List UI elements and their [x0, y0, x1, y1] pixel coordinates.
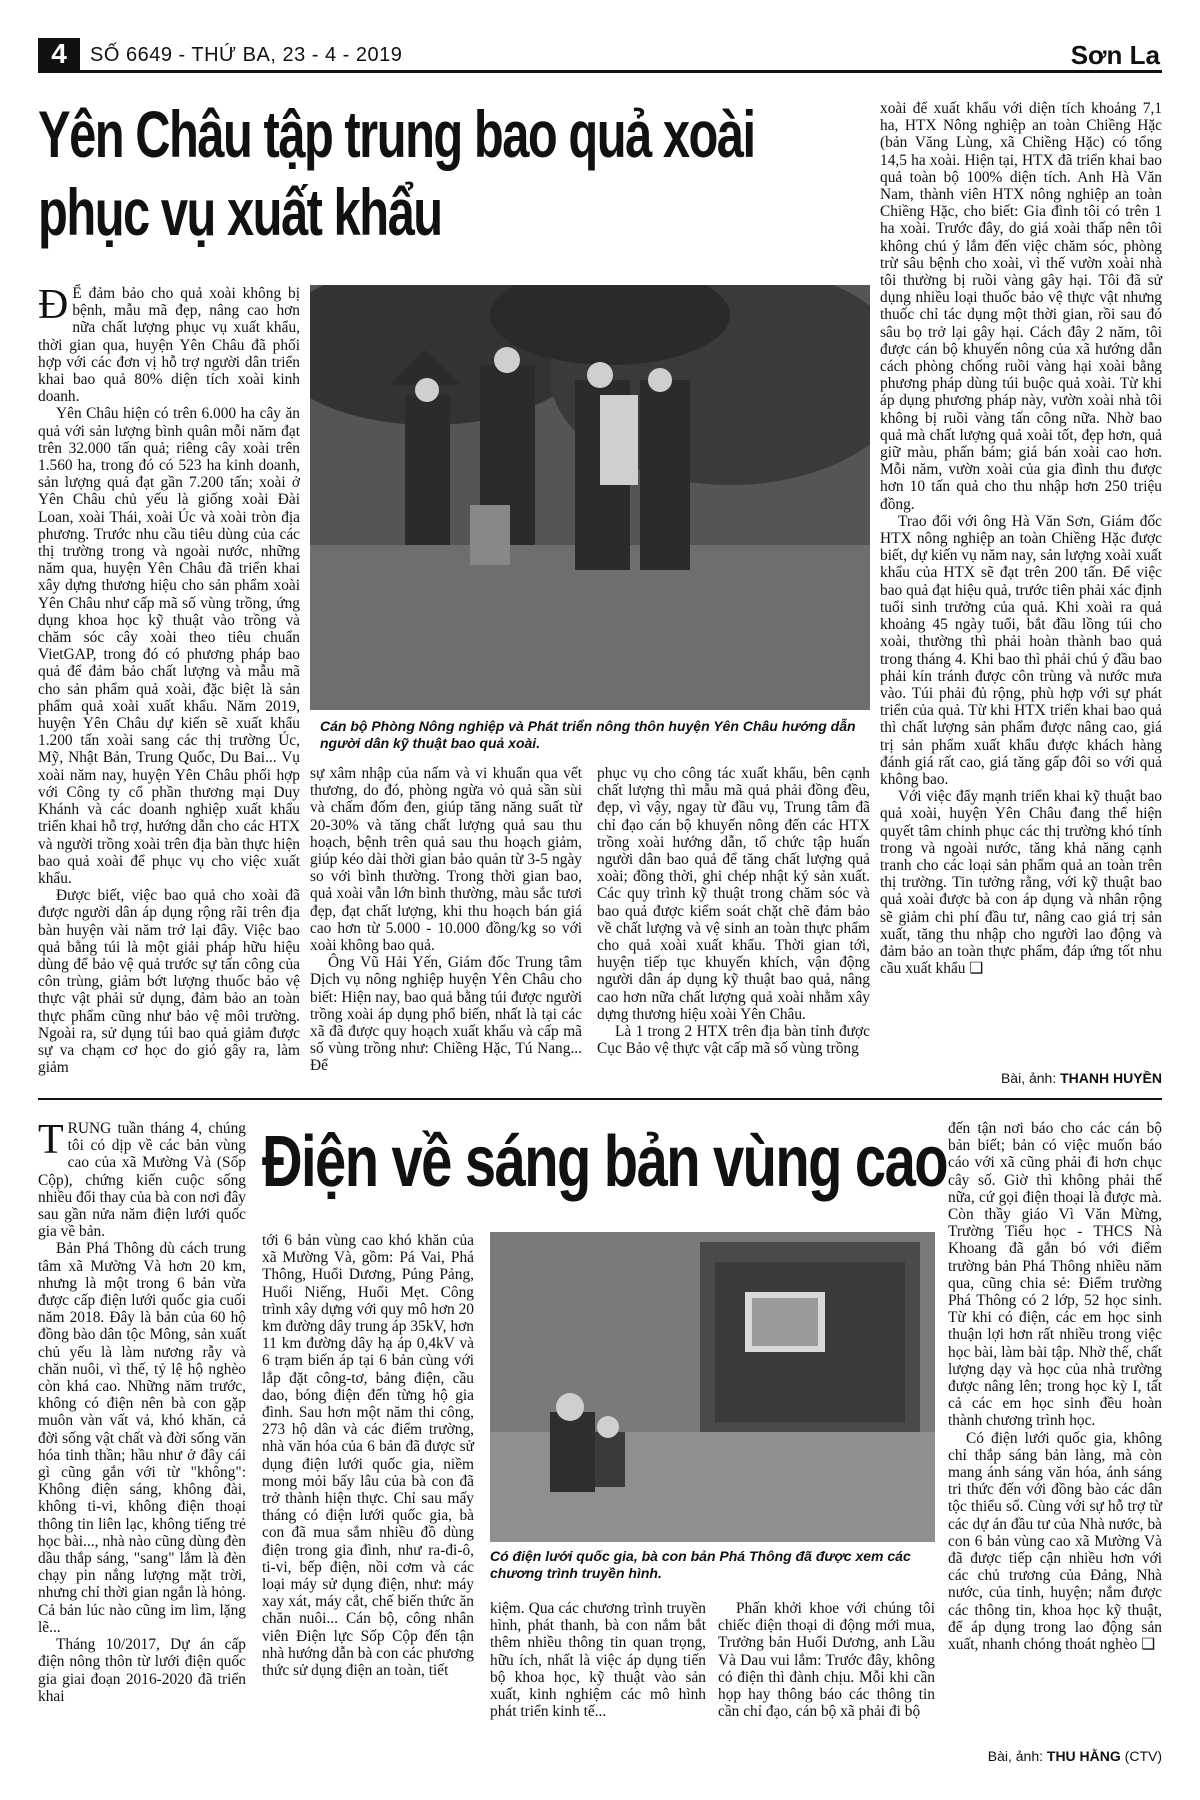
article2-column-3 — [490, 1600, 706, 1720]
article1-dropcap: Đ — [38, 282, 69, 328]
article1-paragraph: xoài để xuất khẩu với diện tích khoảng 7,1 ha, HTX Nông nghiệp an toàn Chiềng Hặc (bản Văng Lùng, xã Chiềng Hặc) có tổng 14,5 ha xoài. Hiện tại, HTX đã triển khai bao quả toàn bộ 100% diện tích. Anh Hà Văn Nam, thành viên HTX nông nghiệp an toàn Chiềng Hặc, cho biết: Gia đình tôi có trên 1 ha xoài. Trước đây, do giá xoài thấp nên tôi không chú ý lắm đến việc chăm sóc, phòng trừ sâu bệnh cho xoài, vì thế vườn xoài nhà tôi thường bị ruồi vàng gây hại. Tôi đã sử dụng nhiều loại thuốc bảo vệ thực vật nhưng thuốc chỉ tác dụng một thời gian, rồi sau đó sâu bọ trở lại gây hại. Cách đây 2 năm, tôi được cán bộ khuyến nông của xã hướng dẫn cách phòng chống ruồi vàng hại xoài bằng phương pháp dùng túi buộc quả xoài. Từ khi áp dụng phương pháp này, vườn xoài nhà tôi không bị ruồi vàng tấn công nữa. Nhờ bao quả mà chất lượng quả xoài tốt, đẹp hơn, quả giữ màu, phấn bám; giá bán xoài cao hơn. Mỗi năm, vườn xoài của gia đình thu được hơn 10 tấn quả cho thu nhập hơn 250 triệu đồng. — [880, 100, 1162, 513]
article1-title-line2: phục vụ xuất khẩu — [38, 175, 442, 249]
byline-author: THU HẰNG — [1046, 1748, 1121, 1764]
article1-title-line1: Yên Châu tập trung bao quả xoài — [38, 97, 755, 171]
article2-byline — [948, 1748, 1162, 1764]
article2-column-3b — [718, 1600, 935, 1720]
article2-paragraph: đến tận nơi báo cho các cán bộ bản biết; bản có việc muốn báo cáo với xã cũng phải đi hơn chục cây số. Giờ thì không phải thế nữa, cứ gọi điện thoại là được mà. Còn thầy giáo Vì Văn Mừng, Trường Tiểu học - THCS Nà Khoang đã gắn bó với điểm trường bản Phá Thông nhiều năm qua, cũng chia sẻ: Điểm trường Phá Thông có 2 lớp, 52 học sinh. Từ khi có điện, các em học sinh thuận lợi hơn rất nhiều trong việc học bài, làm bài tập. Nhờ thế, chất lượng dạy và học của nhà trường được nâng lên; trong học kỳ I, tất cả các em học sinh đều hoàn thành chương trình học. — [948, 1120, 1162, 1430]
section-name: Sơn La — [1070, 40, 1160, 70]
article2-title: Điện về sáng bản vùng cao — [262, 1122, 948, 1202]
article1-column-1 — [38, 282, 300, 1077]
article2-paragraph: Có điện lưới quốc gia, không chỉ thắp sáng bản làng, mà còn mang ánh sáng văn hóa, ánh sáng tri thức đến với đồng bào các dân tộc thiểu số. Cùng với sự hỗ trợ từ các dự án đầu tư của Nhà nước, bà con 6 bản vùng cao xã Mường Và đã được tiếp cận nhiều hơn với các chủ trương của Đảng, Nhà nước, của tỉnh, huyện; nắm được các thông tin, khoa học kỹ thuật, để áp dụng trong lao động sản xuất, nhanh chóng thoát nghèo ❑ — [948, 1429, 1162, 1654]
article2-dropcap: T — [38, 1117, 64, 1163]
article2-paragraph: Phấn khởi khoe với chúng tôi chiếc điện thoại di động mới mua, Trưởng bản Huổi Dương, anh Lầu Và Dau vui lắm: Trước đây, không có điện thì đành chịu. Mỗi khi cần họp hay thông báo các thông tin cần chỉ đạo, cán bộ xã phải đi bộ — [718, 1600, 935, 1721]
article2-column-4 — [948, 1120, 1162, 1653]
article1-byline — [880, 1070, 1162, 1086]
article1-paragraph: Được biết, việc bao quả cho xoài đã được người dân áp dụng rộng rãi trên địa bàn huyện vài năm trở lại đây. Việc bao quả bằng túi là một giải pháp hữu hiệu dùng để bảo vệ quả trước sự tấn công của côn trùng, giảm bớt lượng thuốc bảo vệ thực vật phải sử dụng, đảm bảo an toàn thực phẩm cũng như bảo vệ môi trường. Ngoài ra, sử dụng túi bao quả giảm được sự va chạm cơ học do gió gây ra, làm giảm — [38, 887, 300, 1077]
byline-author: THANH HUYỀN — [1060, 1070, 1162, 1086]
mango-bagging-photo — [310, 285, 870, 710]
article1-paragraph: Với việc đẩy mạnh triển khai kỹ thuật bao quả xoài, huyện Yên Châu đang thể hiện quyết tâm chinh phục các thị trường khó tính trong và ngoài nước, tăng khả năng cạnh tranh cho các loại sản phẩm quả an toàn trên thị trường. Tin tưởng rằng, với kỹ thuật bao quả xoài được bà con áp dụng và nhân rộng sẽ giảm chi phí đầu tư, nâng cao giá trị sản xuất, tăng thu nhập cho người lao động và đảm bảo an toàn thực phẩm, đáp ứng tốt nhu cầu xuất khẩu ❑ — [880, 788, 1162, 978]
article2-paragraph: RUNG tuần tháng 4, chúng tôi có dịp về các bản vùng cao của xã Mường Và (Sốp Cộp), chứng kiến cuộc sống nhiều đổi thay của bà con nơi đây sau gần nửa năm điện lưới quốc gia về bản. — [38, 1120, 246, 1241]
article1-paragraph: Là 1 trong 2 HTX trên địa bàn tỉnh được Cục Bảo vệ thực vật cấp mã số vùng trồng — [597, 1023, 870, 1058]
article2-paragraph: Tháng 10/2017, Dự án cấp điện nông thôn từ lưới điện quốc gia giai đoạn 2016-2020 đã triển khai — [38, 1636, 246, 1705]
article1-column-3 — [597, 765, 870, 1057]
article2-paragraph: Bản Phá Thông dù cách trung tâm xã Mường Và hơn 20 km, nhưng là một trong 6 bản vừa được cấp điện lưới quốc gia cuối năm 2018. Đây là bản của 60 hộ đồng bào dân tộc Mông, sản xuất chủ yếu là làm nương rẫy và chăn nuôi, vì thế, tỷ lệ hộ nghèo còn khá cao. Những năm trước, không có điện nên bà con gặp muôn vàn vất vả, khó khăn, cả đời sống vật chất và đời sống văn hóa tinh thần; hầu như ở đây cái gì cũng gắn với từ "không": Không điện sáng, không đài, không ti-vi, không điện thoại thông tin liên lạc, không tiếng trẻ học bài..., nhà nào cũng dùng đèn dầu thắp sáng, "sang" lắm là đèn chạy pin nắng lượng mặt trời, nhưng chỉ thời gian ngắn là hỏng. Cả bản lúc nào cũng im lìm, lặng lẽ... — [38, 1240, 246, 1636]
article2-column-2 — [262, 1232, 474, 1679]
article2-paragraph: kiệm. Qua các chương trình truyền hình, phát thanh, bà con nắm bắt thêm nhiều thông tin quan trọng, hữu ích, nhất là việc áp dụng tiến bộ khoa học, kỹ thuật vào sản xuất, kinh nghiệm các mô hình phát triển kinh tế... — [490, 1600, 706, 1721]
article2-column-1 — [38, 1117, 246, 1705]
article1-paragraph: Ông Vũ Hải Yến, Giám đốc Trung tâm Dịch vụ nông nghiệp huyện Yên Châu cho biết: Hiện nay, bao quả bằng túi được người trồng xoài áp dụng phổ biến, nhất là tại các xã đã được quy hoạch xuất khẩu và cấp mã số vùng trồng như: Chiềng Hặc, Tú Nang... Để — [310, 954, 582, 1075]
article-divider — [38, 1098, 1162, 1100]
article1-photo-caption: Cán bộ Phòng Nông nghiệp và Phát triển nông thôn huyện Yên Châu hướng dẫn người dân kỹ thuật bao quả xoài. — [320, 718, 856, 751]
family-watching-tv-photo — [490, 1232, 935, 1542]
article2-photo-caption: Có điện lưới quốc gia, bà con bản Phá Thông đã được xem các chương trình truyền hình. — [490, 1548, 911, 1581]
byline-prefix: Bài, ảnh: — [987, 1748, 1043, 1764]
issue-date: SỐ 6649 - THỨ BA, 23 - 4 - 2019 — [90, 44, 403, 66]
article1-paragraph: sự xâm nhập của nấm và vi khuẩn qua vết thương, do đó, phòng ngừa vỏ quả sần sùi và chấm đốm đen, giúp tăng năng suất từ 20-30% và tăng chất lượng quả sau thu hoạch, bệnh trên quả sau thu hoạch giảm, giúp kéo dài thời gian bảo quản từ 3-5 ngày so với bình thường. Trong thời gian bao, quả xoài vẫn lớn bình thường, màu sắc tươi đẹp, đạt chất lượng, khi thu hoạch bán giá cao hơn từ 5.000 - 10.000 đồng/kg so với xoài không bao quả. — [310, 765, 582, 955]
article1-paragraph: Trao đổi với ông Hà Văn Sơn, Giám đốc HTX nông nghiệp an toàn Chiềng Hặc được biết, dự kiến vụ năm nay, sản lượng xoài xuất khẩu của HTX sẽ đạt trên 200 tấn. Để việc bao quả đạt hiệu quả, trước tiên phải xác định tuổi sinh trưởng của quả. Khi xoài ra quả khoảng 45 ngày tuổi, bắt đầu lồng túi cho xoài, thường thì phải hoàn thành bao quả trong tháng 4. Khi bao thì phải chú ý đầu bao phải kín tránh được côn trùng và nước mưa vào. Túi phải đủ rộng, phù hợp với sự phát triển của quả. Từ khi HTX triển khai bao quả thì chất lượng sản phẩm được nâng cao, giá trị sản phẩm xuất khẩu được khách hàng đánh giá rất cao, giá tăng gấp đôi so với quả không bao. — [880, 512, 1162, 788]
byline-prefix: Bài, ảnh: — [1000, 1070, 1057, 1086]
article2-paragraph: tới 6 bản vùng cao khó khăn của xã Mường Và, gồm: Pá Vai, Phá Thông, Huổi Dương, Púng Pảng, Huổi Niếng, Huổi Mẹt. Công trình xây dựng với quy mô hơn 20 km đường dây trung áp 35kV, hơn 11 km đường dây hạ áp 0,4kV và 6 trạm biến áp tại 6 bản cùng với lắp đặt công-tơ, bảng điện, cầu dao, bóng điện đến từng hộ gia đình. Sau hơn một năm thi công, 273 hộ dân và các điểm trường, nhà văn hóa của 6 bản đã được sử dụng điện lưới quốc gia, niềm mong mỏi bấy lâu của bà con đã trở thành hiện thực. Chỉ sau mấy tháng có điện lưới quốc gia, bà con đã mua sắm nhiều đồ dùng điện trong gia đình, như ra-đi-ô, ti-vi, bếp điện, nồi cơm và các loại máy sử dụng điện, như: máy xay xát, máy cắt, chế biến thức ăn chăn nuôi... Cán bộ, công nhân viên Điện lực Sốp Cộp đến tận nhà hướng dẫn bà con các phương thức sử dụng điện an toàn, tiết — [262, 1232, 474, 1680]
article1-column-2 — [310, 765, 582, 1075]
article1-column-4 — [880, 100, 1162, 977]
article1-paragraph: phục vụ cho công tác xuất khẩu, bên cạnh chất lượng thì mẫu mã quả phải đồng đều, đẹp, vì vậy, ngay từ đầu vụ, Trung tâm đã chỉ đạo cán bộ khuyến nông đến các HTX trồng xoài hướng dẫn, tổ chức tập huấn người dân bao quả để tăng chất lượng quả xoài; đồng thời, ghi chép nhật ký sản xuất. Các quy trình kỹ thuật trong chăm sóc và bao quả được kiểm soát chặt chẽ đảm bảo về chất lượng và vệ sinh an toàn thực phẩm cho quả xoài xuất khẩu. Thời gian tới, huyện tiếp tục khuyến khích, vận động người dân áp dụng kỹ thuật bao quả, nâng cao hơn nữa chất lượng quả xoài nhằm xây dựng thương hiệu xoài Yên Châu. — [597, 765, 870, 1023]
header-rule — [38, 70, 1162, 73]
article1-paragraph: Yên Châu hiện có trên 6.000 ha cây ăn quả với sản lượng bình quân mỗi năm đạt trên 32.000 tấn quả; riêng cây xoài trên 1.560 ha, trong đó có 523 ha kinh doanh, sản lượng quả đạt gần 7.200 tấn; xoài ở Yên Châu chủ yếu là giống xoài Đài Loan, xoài Thái, xoài Úc và xoài tròn địa phương. Trước nhu cầu tiêu dùng của các thị trường trong và ngoài nước, những năm qua, huyện Yên Châu đã triển khai xây dựng thương hiệu cho sản phẩm xoài Yên Châu như cấp mã số vùng trồng, ứng dụng khoa học kỹ thuật vào trồng và chăm sóc cây xoài theo tiêu chuẩn VietGAP, trong đó có phương pháp bao quả để đảm bảo chất lượng và mẫu mã cho sản phẩm quả xoài, đặc biệt là sản phẩm quả xoài xuất khẩu. Năm 2019, huyện Yên Châu dự kiến sẽ xuất khẩu 1.200 tấn xoài sang các thị trường Úc, Mỹ, Nhật Bản, Trung Quốc, Du Bai... Vụ xoài năm nay, huyện Yên Châu phối hợp với Công ty cổ phần thương mại Duy Khánh và các doanh nghiệp xuất khẩu triển khai hỗ trợ, hướng dẫn cho các HTX và người trồng xoài trên địa bàn thực hiện bao quả xoài để phục vụ cho việc xuất khẩu. — [38, 405, 300, 887]
article1-paragraph: Ể đảm bảo cho quả xoài không bị bệnh, mẫu mã đẹp, nâng cao hơn nữa chất lượng phục vụ xuất khẩu, thời gian qua, huyện Yên Châu đã phối hợp với các đơn vị hỗ trợ người dân triển khai bao quả 80% diện tích xoài kinh doanh. — [38, 285, 300, 406]
byline-suffix: (CTV) — [1124, 1748, 1162, 1764]
page-number: 4 — [38, 38, 80, 70]
